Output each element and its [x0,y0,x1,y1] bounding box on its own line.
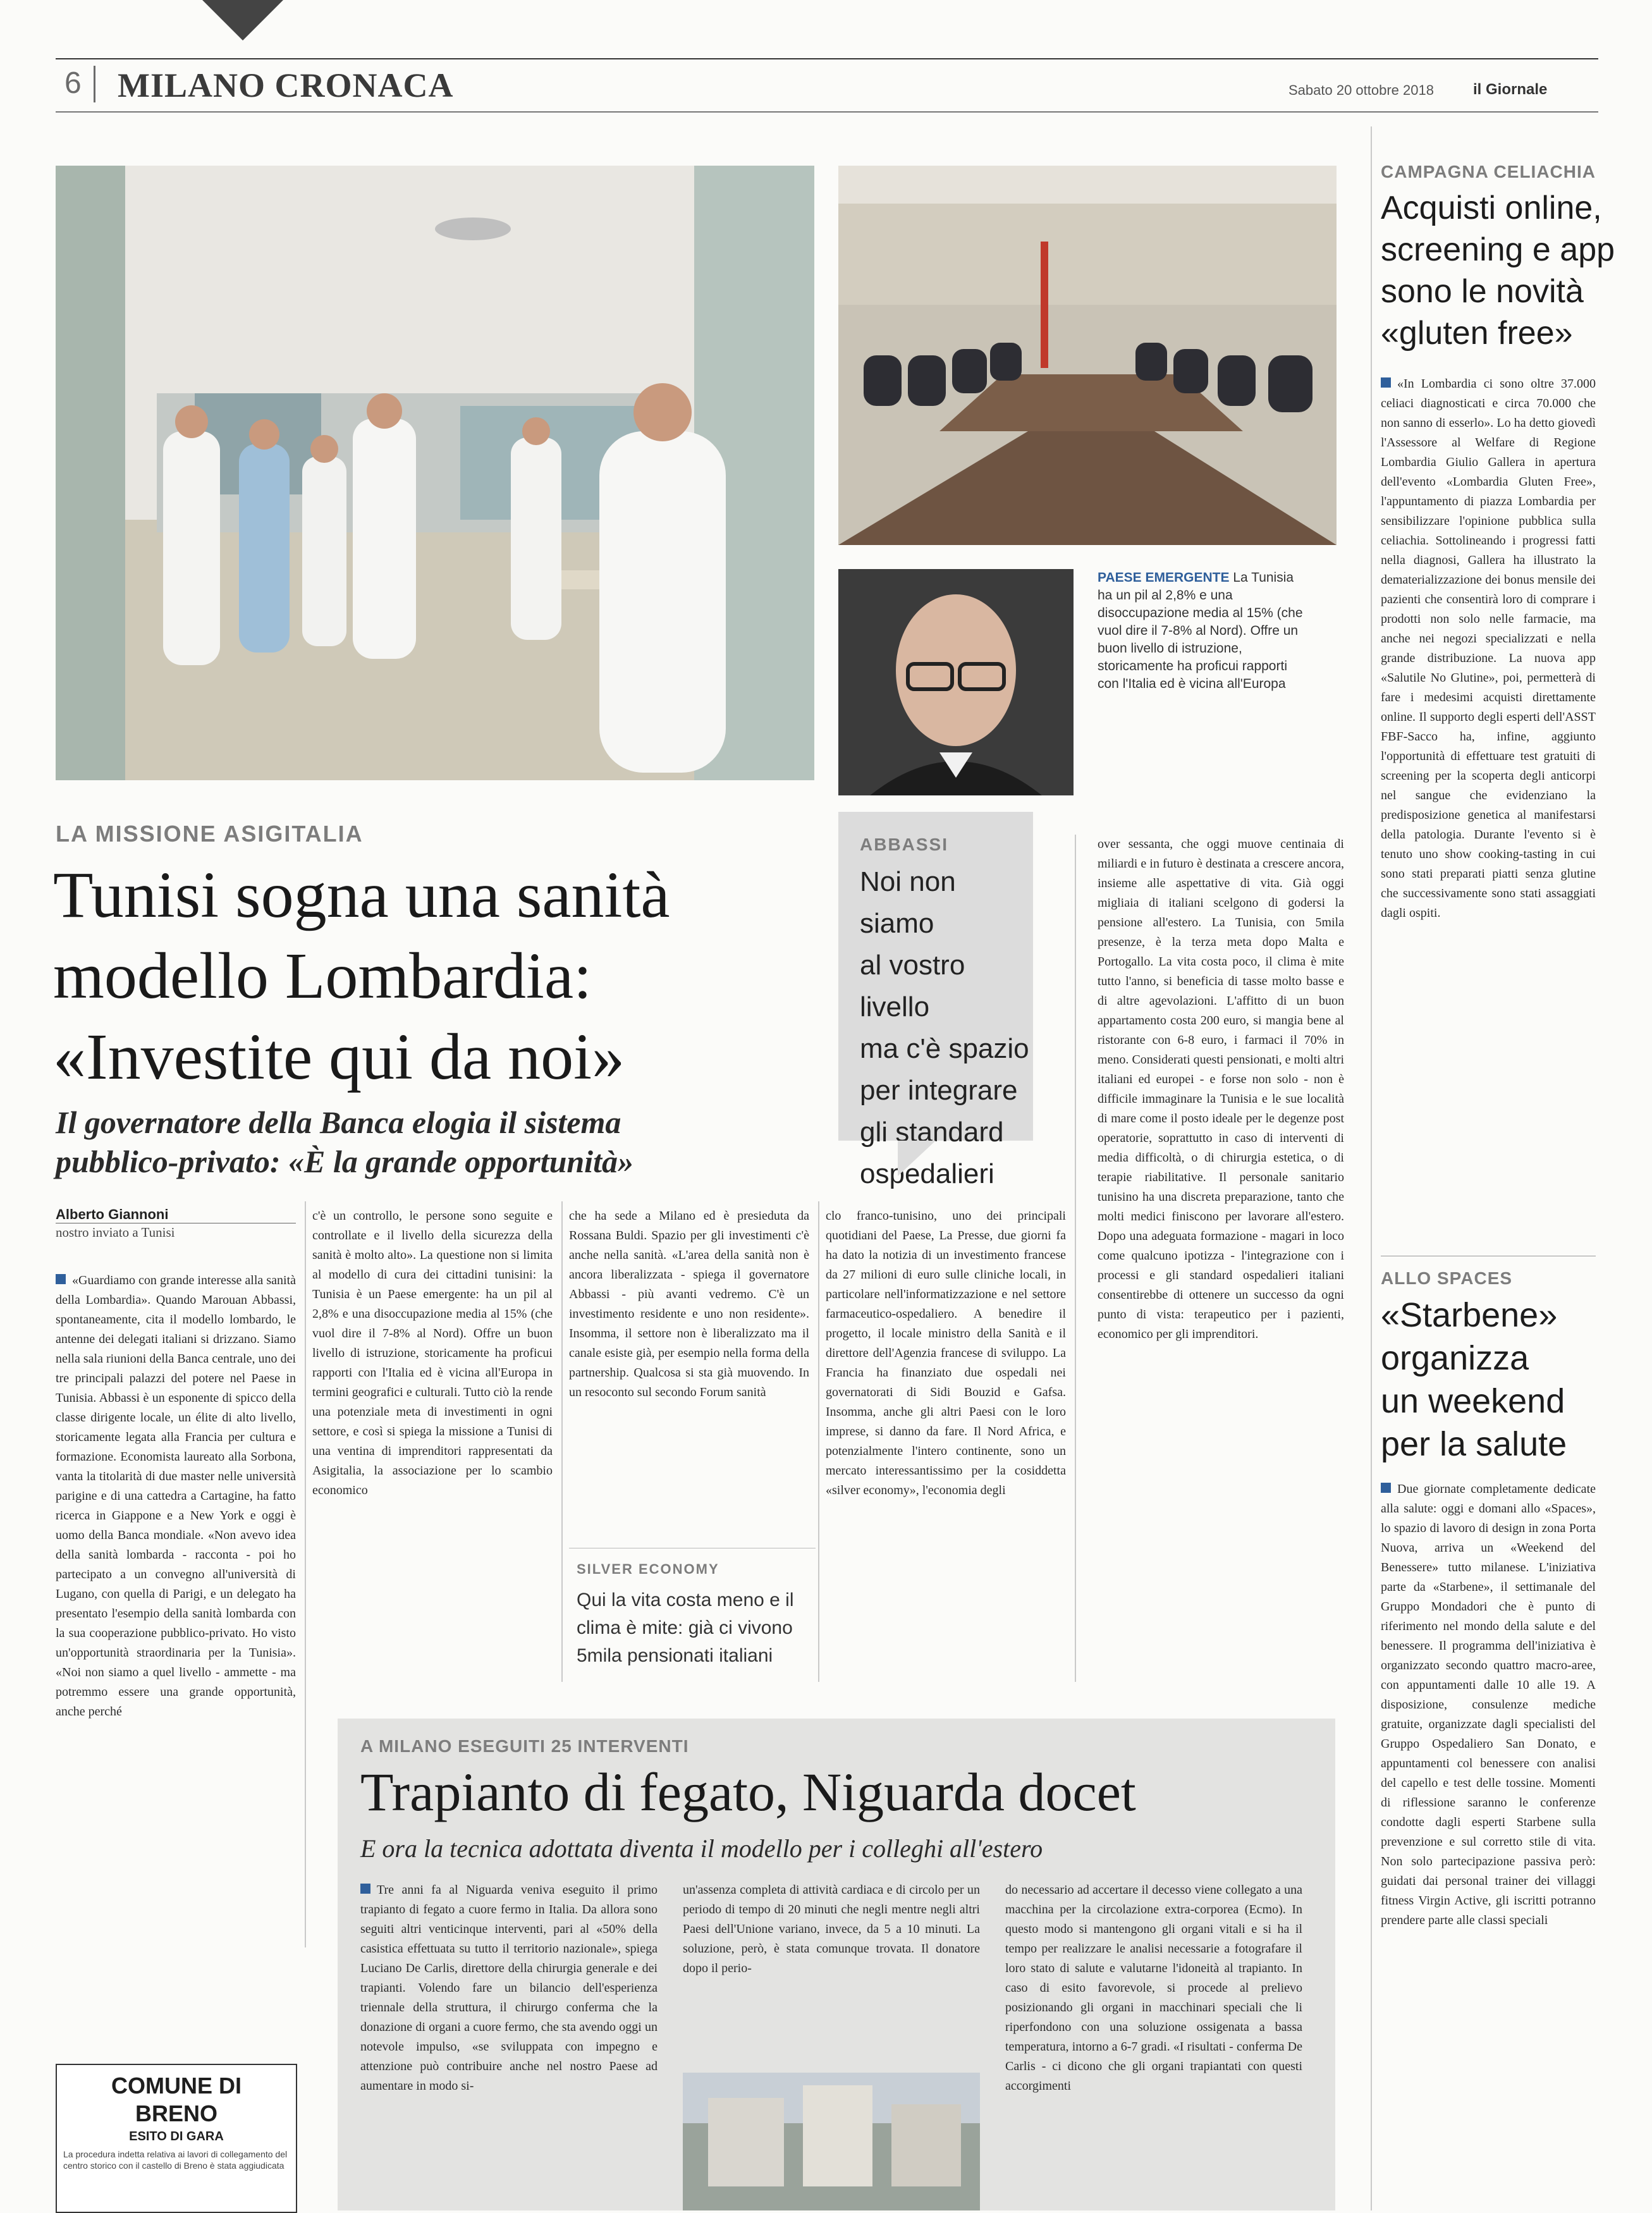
caption-label: PAESE EMERGENTE [1098,570,1230,585]
sidebar-1-body: «In Lombardia ci sono oltre 37.000 celiaci diagnosticati e circa 70.000 che non sanno di esserlo». Lo ha detto giovedì l'Assessore al Welfare di Regione Lombardia Giulio Gallera in apertura dell'evento «Lombardia Gluten Free», l'appuntamento di piazza Lombardia per sensibilizzare l'opinione pubblica sulla celiachia. Sottolineando i progressi fatti nella diagnosi, Gallera ha illustrato la dematerializzazione dei bonus mensile dei pazienti che consentirà loro di comprare i prodotti non solo nelle farmacie, ma anche nei negozi specializzati e nella grande distribuzione. La nuova app «Salutile No Glutine», poi, permetterà di fare i medesimi acquisti direttamente online. Il supporto degli esperti dell'ASST FBF-Sacco ha, infine, aggiunto l'opportunità di effettuare test gratuiti di screening per la scoperta degli anticorpi nel sangue che evidenziano la predisposizione genetica al manifestarsi della patologia. Durante l'evento si è tenuto uno show cooking-tasting in cui sono stati preparati piatti senza glutine che successivamente sono stati assaggiati dagli ospiti. [1381,377,1596,920]
main-col-5-text: over sessanta, che oggi muove centinaia di miliardi e in futuro è destinata a crescere ancora, insieme alle aspettative di vita. Già oggi migliaia di italiani scelgono di godersi la pensione all'estero. La Tunisia, con 5mila presenze, è la terza meta dopo Malta e Portogallo. La vita costa poco, il clima è mite tutto l'anno, si beneficia di tasse molto basse e di altre agevolazioni. L'affitto di un buon appartamento costa 200 euro, si mangia bene al ristorante con 6-8 euro, i farmaci il 70% in meno. Considerati questi pensionati, e molti altri italiani ed europei - e forse non solo - non è difficile immaginare la Tunisia e le sue località di mare come il posto ideale per le degenze post operatorie, soprattutto in caso di interventi di media difficoltà, o di chirurgia estetica, o di terapie riabilitative. Il personale sanitario tunisino ha una discreta preparazione, tanto che molti medici finiscono per lavorare all'estero. Dopo una adeguata formazione - magari in loco come qualcuno ipotizza - l'integrazione con i processi e gli standard ospedalieri italiani consentirebbe di ottenere un successo da ogni punto di vista: terapeutico per i pazienti, economico per gli imprenditori. [1098,837,1344,1341]
quote-line-1: Noi non siamo [860,866,956,939]
quote-box [838,812,1033,1189]
bottom-col-1 [360,1880,658,2209]
main-article-col-4 [826,1206,1066,1681]
sidebar-1-title-line-3: sono le novità [1381,273,1584,310]
section-name: MILANO CRONACA [118,66,454,104]
quote-line-6: ospedalieri [860,1158,994,1189]
main-article-col-3 [569,1206,809,1535]
header-top-rule [56,58,1598,59]
headline-line-2: modello Lombardia: [53,940,592,1012]
bottom-kicker: A MILANO ESEGUITI 25 INTERVENTI [360,1736,689,1756]
silver-line-3: 5mila pensionati italiani [577,1645,773,1666]
article-start-marker [56,1274,66,1284]
subheadline-line-2: pubblico-privato: «È la grande opportunità» [56,1144,633,1179]
caption-text: La Tunisia ha un pil al 2,8% e una disoccupazione media al 15% (che vuol dire il 7-8% al Nord). Offre un buon livello di istruzione, storicamente ha proficui rapporti con l'Italia ed è vicina all'Europa [1098,570,1303,691]
silver-line-1: Qui la vita costa meno e il [577,1590,794,1610]
headline-line-3: «Investite qui da noi» [53,1021,625,1093]
bottom-article-panel [338,1719,1335,2210]
sidebar-1-start-marker [1381,377,1391,388]
issue-date: Sabato 20 ottobre 2018 [1288,82,1434,98]
meeting-room-photo [838,166,1337,545]
page-number: 6 [64,66,82,100]
bottom-subheadline: E ora la tecnica adottata diventa il modello per i colleghi all'estero [360,1834,1043,1863]
subheadline-line-1: Il governatore della Banca elogia il sistema [56,1105,621,1140]
ad-line-3: ESITO DI GARA [129,2130,224,2143]
main-col-rule-4 [1075,835,1076,1682]
main-article-col-5 [1098,835,1344,1682]
quote-box-pointer [898,1141,936,1176]
silver-box-label: SILVER ECONOMY [577,1561,719,1577]
quote-line-3: ma c'è spazio [860,1033,1029,1064]
sidebar-kicker-1: CAMPAGNA CELIACHIA [1381,162,1596,181]
header-bottom-rule [56,111,1598,113]
main-headline [53,855,837,1098]
headline-line-1: Tunisi sogna una sanità [53,859,670,931]
photo-caption [1098,569,1306,693]
quote-line-4: per integrare [860,1075,1018,1106]
newspaper-name: il Giornale [1473,81,1548,98]
silver-economy-box [569,1548,816,1681]
abbassi-portrait-photo [838,569,1074,795]
sidebar-2-start-marker [1381,1483,1391,1493]
sidebar-2-title-line-1: «Starbene» [1381,1296,1558,1334]
main-col-rule-2 [561,1201,563,1682]
quote-box-label: ABBASSI [860,835,949,854]
ad-fine-print: La procedura indetta relativa ai lavori di collegamento del centro storico con il castello di Breno è stata aggiudicata [63,2149,288,2171]
hospital-ward-photo [56,166,814,780]
bottom-col-1-text: Tre anni fa al Niguarda veniva eseguito il primo trapianto di fegato a cuore fermo in Italia. Da allora sono seguiti altri venticinque interventi, pari al «50% della casistica effettuata su tutto il territorio nazionale», spiega Luciano De Carlis, direttore della chirurgia generale e dei trapianti. Volendo fare un bilancio dell'esperienza triennale della struttura, il chirurgo conferma che la donazione di organi a cuore fermo, che sta avendo oggi un notevole impulso, «se sviluppata con impegno e attenzione può contribuire anche nel nostro Paese ad aumentare in modo si- [360,1883,658,2093]
bottom-col-2-text: un'assenza completa di attività cardiaca e di circolo per un periodo di tempo di 20 minuti che negli mentre negli altri Paesi dell'Unione variano, invece, da 5 a 10 minuti. La soluzione, però, è stata comunque trovata. Il donatore dopo il perio- [683,1883,980,1975]
ad-line-1: COMUNE DI [111,2073,242,2099]
sidebar-rule [1371,126,1372,2210]
byline [56,1206,296,1241]
silver-line-2: clima è mite: già ci vivono [577,1617,793,1638]
hospital-building-photo [683,2073,980,2210]
comune-di-breno-ad [56,2064,297,2213]
sidebar-story-1-text [1381,374,1596,1247]
quote-line-5: gli standard [860,1117,1004,1148]
bottom-col-3-text: do necessario ad accertare il decesso viene collegato a una macchina per la circolazione extra-corporea (Ecmo). In questo modo si mantengono gli organi vitali e si ha il tempo per realizzare le analisi necessarie a fotografare il loro stato di salute e valutarne l'idoneità al trapianto. In caso di esito favorevole, si procede al prelievo posizionando gli organi in macchinari speciali che li riperfondono con una soluzione ossigenata a bassa temperatura, intorno a 6-7 gradi. «I risultati - conferma De Carlis - ci dicono che gli organi trapiantati con questi accorgimenti [1005,1883,1302,2093]
main-col-3-text: che ha sede a Milano ed è presieduta da Rossana Buldi. Spazio per gli investimenti c'è anche nella sanità. «L'area della sanità non è ancora liberalizzata - spiega il governatore Abbassi - più avanti vedremo. C'è un investimento residente e uno non residente». Insomma, il settore non è liberalizzato ma il canale esiste già, per esempio nella forma della partnership. Qualcosa si sta già muovendo. In un resoconto sul secondo Forum sanità [569,1209,809,1399]
sidebar-2-title-line-2: organizza [1381,1339,1529,1377]
main-article-col-2 [312,1206,553,1681]
ad-line-2: BRENO [135,2100,217,2126]
main-col-1-text: «Guardiamo con grande interesse alla sanità della Lombardia». Quando Marouan Abbassi, spontaneamente, cita il modello lombardo, le antenne dei delegati italiani si drizzano. Siamo nella sala riunioni della Banca centrale, uno dei tre principali palazzi del potere nel Paese in Tunisia. Abbassi è un esponente di spicco della classe dirigente locale, un élite di alto livello, storicamente legata alla Francia per cultura e formazione. Economista laureato alla Sorbona, vanta la titolarità di due master nelle università parigine e di una cattedra a Cartagine, ha fatto ricerca in Giappone e a New York e oggi è uomo della Banca mondiale. «Non avevo idea della sanità lombarda - racconta - poi ho partecipato a un convegno all'università di Lugano, con quella di Parigi, e un delegato ha presentato l'esempio della sanità lombarda con la sua cooperazione pubblico-privato. Ho visto un'opportunità straordinaria per la Tunisia». «Noi non siamo a quel livello - ammette - ma potremmo essere una grande opportunità, anche perché [56,1273,296,1719]
quote-box-text [860,861,1031,1195]
sidebar-headline-2 [1381,1294,1634,1466]
sidebar-1-title-line-4: «gluten free» [1381,315,1573,352]
byline-role: nostro inviato a Tunisi [56,1223,296,1241]
sidebar-headline-1 [1381,187,1634,354]
bottom-start-marker [360,1884,370,1894]
quote-line-2: al vostro livello [860,950,965,1022]
byline-author: Alberto Giannoni [56,1206,169,1222]
page-header [56,58,1598,114]
page-marker-arrow [202,0,283,40]
sidebar-kicker-2: ALLO SPACES [1381,1268,1513,1288]
sidebar-2-title-line-3: un weekend [1381,1382,1565,1420]
sidebar-1-title-line-1: Acquisti online, [1381,190,1602,226]
bottom-col-3 [1005,1880,1302,2209]
silver-box-text [577,1586,811,1670]
sidebar-2-title-line-4: per la salute [1381,1425,1567,1463]
sidebar-1-title-line-2: screening e app [1381,231,1615,268]
bottom-col-2 [683,1880,980,2007]
header-divider [94,66,95,102]
main-col-2-text: c'è un controllo, le persone sono seguite e controllate e il livello della sicurezza della sanità è molto alto». La questione non si limita al modello di cura dei cittadini tunisini: la Tunisia è un Paese emergente: ha un pil al 2,8% e una disoccupazione media al 15% (che vuol dire il 7-8% al Nord). Offre un buon livello di istruzione, storicamente ha proficui rapporti con l'Italia ed è vicina all'Europa in termini geografici e culturali. Tutto ciò la rende una potenziale meta di investimenti in ogni settore, e così si spiega la missione a Tunisi di una ventina di imprenditori rappresentati da Asigitalia, la associazione per lo scambio economico [312,1209,553,1497]
bottom-headline: Trapianto di fegato, Niguarda docet [360,1762,1136,1822]
main-col-rule-1 [305,1201,306,1947]
main-col-4-text: clo franco-tunisino, uno dei principali quotidiani del Paese, La Presse, due giorni fa ha dato la notizia di un investimento francese da 27 milioni di euro sulle cliniche locali, in particolare nell'informatizzazione e nel settore farmaceutico-ospedaliero. A benedire il progetto, il locale ministro della Sanità e il direttore dell'Agenzia francese di sviluppo. La Francia ha finanziato due ospedali nei governatorati di Sidi Bouzid e Gafsa. Insomma, anche gli altri Paesi con le loro imprese, si danno da fare. Il Nord Africa, e potenzialmente l'intero continente, sono un mercato interessantissimo per la cosiddetta «silver economy», l'economia degli [826,1209,1066,1497]
main-col-rule-3 [818,1201,819,1682]
main-kicker: LA MISSIONE ASIGITALIA [56,821,364,847]
sidebar-story-2-text [1381,1480,1596,2207]
sidebar-2-body: Due giornate completamente dedicate alla salute: oggi e domani allo «Spaces», lo spazio di lavoro di design in zona Porta Nuova, arriva un «Weekend del Benessere» tutto milanese. L'iniziativa parte da «Starbene», il settimanale del Gruppo Mondadori che è punto di riferimento nel mondo della salute e del benessere. Il programma dell'iniziativa è organizzato secondo quattro macro-aree, con appuntamenti dalle 10 alle 19. A disposizione, consulenze mediche gratuite, organizzate dagli specialisti del Gruppo Ospedaliero San Donato, e appuntamenti col benessere con analisi del capello e test delle tossine. Momenti di riflessione saranno le conferenze condotte dagli esperti Starbene sulla prevenzione e sul corretto stile di vita. Non solo partecipazione passiva però: guidati dai personal trainer dei villaggi fitness Virgin Active, gli iscritti potranno prendere parte alle classi speciali [1381,1482,1596,1927]
main-article-col-1 [56,1271,296,2023]
main-subheadline [56,1103,846,1181]
